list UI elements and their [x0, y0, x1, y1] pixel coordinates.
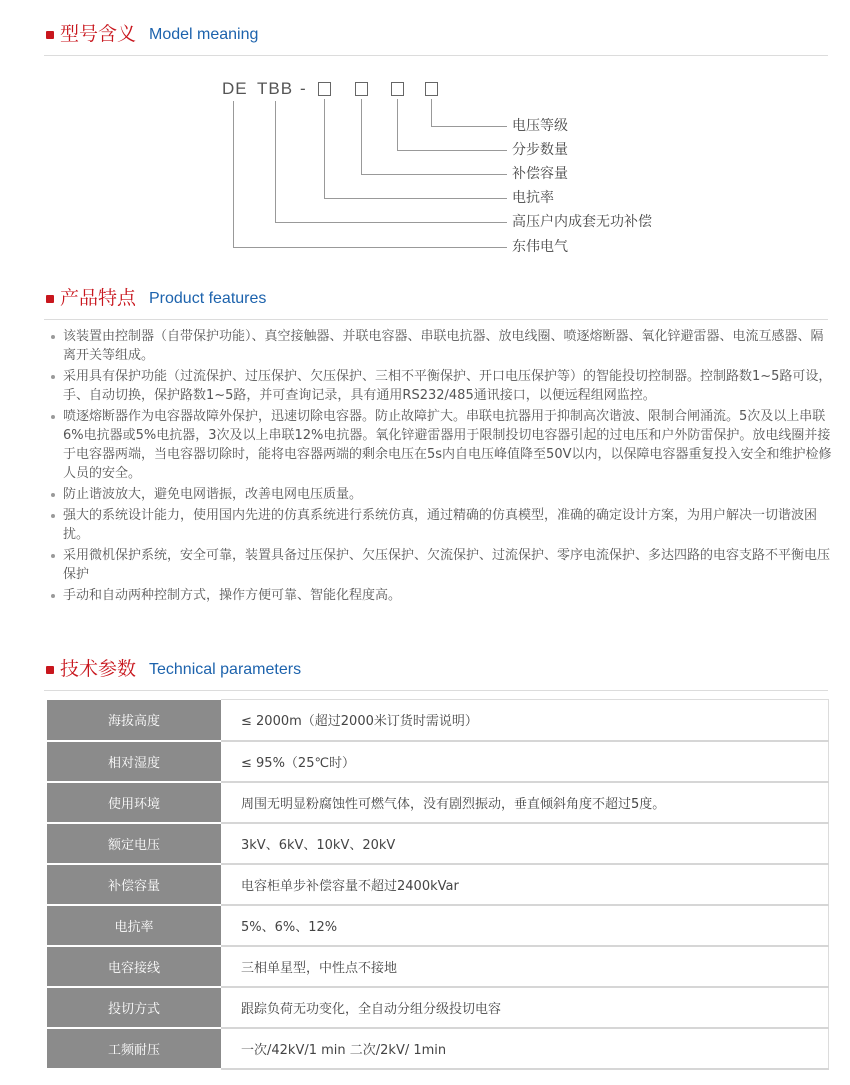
- connector-line: [275, 222, 507, 223]
- label-voltage-grade: 电压等级: [512, 118, 568, 134]
- param-value: ≤ 2000m（超过2000米订货时需说明）: [221, 700, 829, 741]
- param-key: 额定电压: [47, 823, 221, 864]
- param-value: 电容柜单步补偿容量不超过2400kVar: [221, 864, 829, 905]
- param-key: 补偿容量: [47, 864, 221, 905]
- param-key: 工频耐压: [47, 1028, 221, 1069]
- connector-line: [275, 101, 276, 222]
- section-title-en: Model meaning: [149, 26, 259, 43]
- param-key: 电容接线: [47, 946, 221, 987]
- model-code-box-2: [355, 82, 368, 96]
- table-row: [47, 1028, 829, 1069]
- connector-line: [397, 99, 398, 150]
- section-title-en: Product features: [149, 290, 267, 307]
- label-product-type: 高压户内成套无功补偿: [512, 214, 652, 230]
- model-code-tbb: TBB: [257, 79, 294, 98]
- param-value: 5%、6%、12%: [221, 905, 829, 946]
- table-row: [47, 987, 829, 1028]
- connector-line: [233, 247, 507, 248]
- param-key: 相对湿度: [47, 741, 221, 782]
- param-value: 跟踪负荷无功变化，全自动分组分级投切电容: [221, 987, 829, 1028]
- connector-line: [397, 150, 507, 151]
- param-key: 使用环境: [47, 782, 221, 823]
- section-divider: [44, 690, 828, 691]
- section-title-cn: 型号含义: [60, 23, 137, 45]
- param-value: 周围无明显粉腐蚀性可燃气体，没有剧烈振动，垂直倾斜角度不超过5度。: [221, 782, 829, 823]
- connector-line: [233, 101, 234, 247]
- param-key: 投切方式: [47, 987, 221, 1028]
- model-diagram: [0, 0, 850, 270]
- model-code-dash: -: [300, 79, 306, 98]
- connector-line: [361, 174, 507, 175]
- table-row: [47, 905, 829, 946]
- label-compensation-capacity: 补偿容量: [512, 166, 568, 182]
- table-row: [47, 946, 829, 987]
- model-code-de: DE: [222, 79, 248, 98]
- table-row: [47, 823, 829, 864]
- section-title-en: Technical parameters: [149, 661, 302, 678]
- feature-item: 采用具有保护功能（过流保护、过压保护、欠压保护、三相不平衡保护、开口电压保护等）的智能投切控制器。控制路数1~5路可设，手、自动切换，保护路数1~5路，并可查询记录，具有通用RS232/485通讯接口，以便远程组网监控。: [50, 367, 834, 405]
- table-row: [47, 741, 829, 782]
- feature-item: 防止谐波放大，避免电网谐振，改善电网电压质量。: [50, 485, 834, 504]
- model-code-box-3: [391, 82, 404, 96]
- feature-item: 强大的系统设计能力，使用国内先进的仿真系统进行系统仿真，通过精确的仿真模型，准确的确定设计方案，为用户解决一切谐波困扰。: [50, 506, 834, 544]
- feature-item: 采用微机保护系统，安全可靠，装置具备过压保护、欠压保护、欠流保护、过流保护、零序电流保护、多达四路的电容支路不平衡电压保护: [50, 546, 834, 584]
- param-value: ≤ 95%（25℃时）: [221, 741, 829, 782]
- table-row: [47, 864, 829, 905]
- section-bullet-icon: [46, 666, 54, 674]
- table-row: [47, 700, 829, 741]
- feature-item: 手动和自动两种控制方式，操作方便可靠、智能化程度高。: [50, 586, 834, 605]
- label-step-count: 分步数量: [512, 142, 568, 158]
- param-key: 电抗率: [47, 905, 221, 946]
- connector-line: [324, 198, 507, 199]
- section-title-cn: 技术参数: [60, 658, 137, 680]
- feature-item: 喷逐熔断器作为电容器故障外保护，迅速切除电容器。防止故障扩大。串联电抗器用于抑制高次谐波、限制合闸涌流。5次及以上串联6%电抗器或5%电抗器，3次及以上串联12%电抗器。氧化锌避雷器用于限制投切电容器引起的过电压和户外防雷保护。放电线圈并接于电容器两端，当电容器切除时，能将电容器两端的剩余电压在5s内自电压峰值降至50V以内，以保障电容器重复投入安全和维护检修人员的安全。: [50, 407, 834, 483]
- model-code-box-1: [318, 82, 331, 96]
- connector-line: [431, 126, 507, 127]
- param-value: 3kV、6kV、10kV、20kV: [221, 823, 829, 864]
- section-bullet-icon: [46, 295, 54, 303]
- param-value: 一次/42kV/1 min 二次/2kV/ 1min: [221, 1028, 829, 1069]
- feature-item: 该装置由控制器（自带保护功能）、真空接触器、并联电容器、串联电抗器、放电线圈、喷逐熔断器、氧化锌避雷器、电流互感器、隔离开关等组成。: [50, 327, 834, 365]
- connector-line: [361, 99, 362, 174]
- features-list: [50, 327, 834, 607]
- param-value: 三相单星型，中性点不接地: [221, 946, 829, 987]
- model-code-box-4: [425, 82, 438, 96]
- parameters-table: [47, 699, 829, 1070]
- connector-line: [431, 99, 432, 126]
- label-reactance-rate: 电抗率: [512, 190, 554, 206]
- connector-line: [324, 99, 325, 198]
- param-key: 海拔高度: [47, 700, 221, 741]
- table-row: [47, 782, 829, 823]
- section-divider: [44, 319, 828, 320]
- label-brand: 东伟电气: [512, 239, 568, 255]
- section-title-cn: 产品特点: [60, 287, 137, 309]
